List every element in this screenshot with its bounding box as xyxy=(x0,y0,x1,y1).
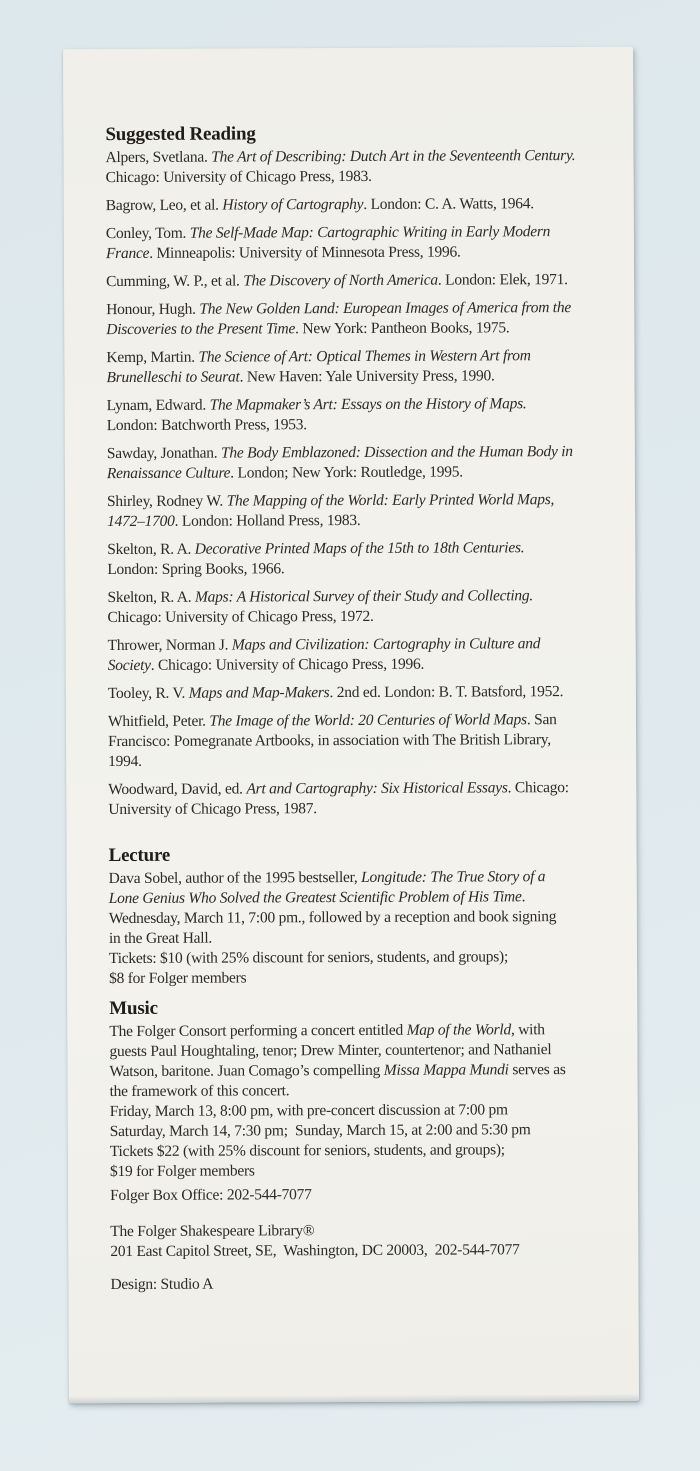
text-run: Tooley, R. V. xyxy=(107,684,189,703)
text-line xyxy=(106,242,622,264)
text-line xyxy=(108,730,624,752)
text-line xyxy=(109,1060,625,1082)
text-run: University of Chicago Press, 1987. xyxy=(108,800,317,819)
text-line xyxy=(107,558,623,580)
text-line xyxy=(110,1140,626,1162)
text-run: . New Haven: Yale University Press, 1990. xyxy=(239,367,495,386)
text-line xyxy=(107,510,623,532)
text-run: . London; New York: Routledge, 1995. xyxy=(230,463,463,482)
lecture-heading: Lecture xyxy=(108,844,171,867)
title-italic-run: The Self-Made Map: Cartographic Writing in Early Modern xyxy=(189,223,551,242)
text-run: . xyxy=(521,888,526,906)
title-italic-run: The Body Emblazoned: Dissection and the Human Body in xyxy=(220,443,573,462)
text-line xyxy=(108,682,624,704)
title-italic-run: The Science of Art: Optical Themes in Western Art from xyxy=(198,347,531,366)
text-line xyxy=(107,394,623,416)
text-run: Shirley, Rodney W. xyxy=(106,492,227,511)
lecture-section xyxy=(109,841,626,989)
text-run: in the Great Hall. xyxy=(108,929,213,948)
text-run: Tickets $22 (with 25% discount for seniors, students, and groups); xyxy=(109,1141,505,1161)
text-run: Saturday, March 14, 7:30 pm; Sunday, March 15, at 2:00 and 5:30 pm xyxy=(109,1121,531,1141)
text-line xyxy=(109,947,625,969)
text-run: Alpers, Svetlana. xyxy=(105,148,212,167)
bibliography-entry xyxy=(107,442,623,484)
text-run: The Folger Consort performing a concert entitled xyxy=(109,1021,407,1041)
brochure-page xyxy=(63,47,639,1403)
title-italic-run: The Mapmaker’s Art: Essays on the History of Maps. xyxy=(209,395,527,414)
title-italic-run: Lone Genius Who Solved the Greatest Scientific Problem of His Time xyxy=(108,888,522,908)
text-line xyxy=(107,490,623,512)
text-run: . Chicago: xyxy=(507,779,569,797)
footer xyxy=(110,1184,626,1295)
bibliography-entry xyxy=(105,146,621,188)
title-italic-run: Decorative Printed Maps of the 15th to 18th Centuries. xyxy=(194,539,525,558)
text-line xyxy=(109,887,625,909)
text-line xyxy=(107,442,623,464)
text-run: Skelton, R. A. xyxy=(107,540,195,559)
text-line xyxy=(109,927,625,949)
text-run: Kemp, Martin. xyxy=(106,348,199,367)
text-run: . New York: Pantheon Books, 1975. xyxy=(295,319,510,338)
text-line xyxy=(107,586,623,608)
bibliography-entry xyxy=(106,346,622,388)
text-line xyxy=(108,654,624,676)
text-run: Bagrow, Leo, et al. xyxy=(105,196,223,215)
text-run: . Chicago: University of Chicago Press, 1996. xyxy=(150,655,425,674)
text-line xyxy=(108,798,624,820)
bibliography-entry xyxy=(108,778,624,820)
text-run: 1994. xyxy=(108,752,142,771)
library-address: 201 East Capitol Street, SE, Washington, DC 20003, 202-544-7077 xyxy=(110,1241,520,1261)
text-run: . San xyxy=(526,711,557,729)
text-run: Lynam, Edward. xyxy=(106,396,210,415)
text-run: . Minneapolis: University of Minnesota Press, 1996. xyxy=(149,243,461,262)
text-line xyxy=(109,1040,625,1062)
title-italic-run: Map of the World xyxy=(406,1021,511,1039)
text-run: Honour, Hugh. xyxy=(106,300,200,319)
title-italic-run: Brunelleschi to Seurat xyxy=(106,368,240,387)
bibliography-entry xyxy=(106,298,622,340)
text-run: London: Batchworth Press, 1953. xyxy=(106,416,307,435)
text-run: Wednesday, March 11, 7:00 pm., followed by a reception and book signing xyxy=(108,908,557,928)
text-line xyxy=(106,298,622,320)
text-run: Chicago: University of Chicago Press, 1983. xyxy=(105,167,372,187)
text-line xyxy=(107,606,623,628)
bibliography-entry xyxy=(106,194,622,216)
text-line xyxy=(106,166,622,188)
text-line xyxy=(108,710,624,732)
title-italic-run: Discoveries to the Present Time xyxy=(106,320,296,339)
text-run: Thrower, Norman J. xyxy=(107,636,232,655)
text-run: $8 for Folger members xyxy=(109,969,247,988)
bibliography-entry xyxy=(107,394,623,436)
lecture-details xyxy=(109,867,626,989)
music-heading: Music xyxy=(109,997,158,1020)
text-run: . London: Holland Press, 1983. xyxy=(174,511,361,530)
bibliography-entry xyxy=(108,634,624,676)
text-line xyxy=(105,146,621,168)
text-line xyxy=(109,967,625,989)
text-run: Woodward, David, ed. xyxy=(108,780,247,799)
text-run: Tickets: $10 (with 25% discount for seniors, students, and groups); xyxy=(108,948,509,968)
title-italic-run: The Mapping of the World: Early Printed World Maps, xyxy=(226,491,555,510)
text-run: . 2nd ed. London: B. T. Batsford, 1952. xyxy=(329,683,564,702)
text-run: Skelton, R. A. xyxy=(107,588,196,607)
text-line xyxy=(106,346,622,368)
text-line xyxy=(109,907,625,929)
title-italic-run: 1472–1700 xyxy=(107,512,175,531)
text-run: Friday, March 13, 8:00 pm, with pre-concert discussion at 7:00 pm xyxy=(109,1101,508,1121)
text-line xyxy=(106,318,622,340)
bibliography-entry xyxy=(106,270,622,292)
text-line xyxy=(109,867,625,889)
title-italic-run: The Discovery of North America xyxy=(243,271,438,290)
title-italic-run: History of Cartography xyxy=(222,195,364,214)
text-line xyxy=(106,194,622,216)
bibliography-entry xyxy=(107,586,623,628)
text-run: Whitfield, Peter. xyxy=(107,712,210,731)
title-italic-run: France xyxy=(105,244,150,263)
text-run: $19 for Folger members xyxy=(109,1162,255,1181)
library-name: The Folger Shakespeare Library® xyxy=(110,1222,315,1241)
bibliography-entry xyxy=(108,710,624,772)
title-italic-run: Renaissance Culture xyxy=(106,464,231,483)
text-line xyxy=(110,1120,626,1142)
bibliography-entry xyxy=(107,538,623,580)
text-run: Conley, Tom. xyxy=(105,224,190,243)
title-italic-run: Art and Cartography: Six Historical Essays xyxy=(246,779,508,798)
music-details xyxy=(109,1020,626,1182)
title-italic-run: Society xyxy=(107,656,151,675)
music-section xyxy=(109,994,626,1182)
text-run: Chicago: University of Chicago Press, 1972. xyxy=(107,607,374,627)
bibliography-list xyxy=(105,146,624,820)
library-address-block xyxy=(110,1220,626,1262)
text-line xyxy=(106,270,622,292)
title-italic-run: Maps: A Historical Survey of their Study and Collecting. xyxy=(194,587,534,606)
text-run: . London: Elek, 1971. xyxy=(437,271,568,289)
title-italic-run: Maps and Civilization: Cartography in Culture and xyxy=(231,635,541,654)
text-line xyxy=(109,1020,625,1042)
text-run: London: Spring Books, 1966. xyxy=(107,560,285,579)
title-italic-run: Longitude: The True Story of a xyxy=(361,868,546,886)
title-italic-run: Maps and Map-Makers xyxy=(188,684,330,702)
text-line xyxy=(108,634,624,656)
text-line xyxy=(106,366,622,388)
text-line xyxy=(108,778,624,800)
text-line xyxy=(107,462,623,484)
text-line xyxy=(107,538,623,560)
text-run: Dava Sobel, author of the 1995 bestseller, xyxy=(108,868,362,888)
text-run: the framework of this concert. xyxy=(109,1082,290,1101)
text-run: Watson, baritone. Juan Comago’s compelling xyxy=(109,1061,384,1081)
bibliography-entry xyxy=(106,222,622,264)
suggested-reading-heading: Suggested Reading xyxy=(105,123,256,146)
suggested-reading-section xyxy=(105,120,624,820)
box-office-phone: Folger Box Office: 202-544-7077 xyxy=(110,1186,312,1205)
title-italic-run: Missa Mappa Mundi xyxy=(383,1061,509,1079)
text-run: , with xyxy=(510,1021,545,1039)
text-line xyxy=(110,1160,626,1182)
text-run: . London: C. A. Watts, 1964. xyxy=(363,195,534,213)
page-content xyxy=(63,47,639,1403)
title-italic-run: The Art of Describing: Dutch Art in the Seventeenth Century. xyxy=(211,147,576,166)
text-run: guests Paul Houghtaling, tenor; Drew Minter, countertenor; and Nathaniel xyxy=(109,1041,552,1061)
text-line xyxy=(108,750,624,772)
title-italic-run: The Image of the World: 20 Centuries of World Maps xyxy=(209,711,527,730)
bibliography-entry xyxy=(108,682,624,704)
text-run: Francisco: Pomegranate Artbooks, in association with The British Library, xyxy=(108,731,551,751)
text-line xyxy=(107,414,623,436)
text-line xyxy=(110,1100,626,1122)
bibliography-entry xyxy=(107,490,623,532)
design-credit: Design: Studio A xyxy=(110,1275,214,1294)
text-line xyxy=(110,1080,626,1102)
text-line xyxy=(106,222,622,244)
text-run: Sawday, Jonathan. xyxy=(106,444,222,463)
text-run: serves as xyxy=(508,1061,566,1079)
title-italic-run: The New Golden Land: European Images of America from the xyxy=(199,299,571,318)
text-run: Cumming, W. P., et al. xyxy=(106,272,244,291)
